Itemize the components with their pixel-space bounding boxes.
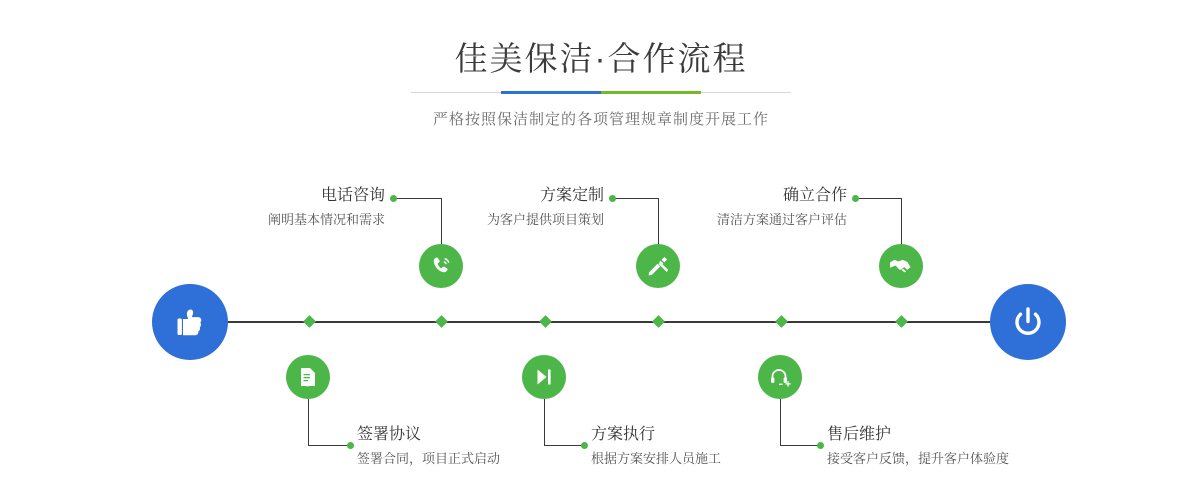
- timeline-axis: [155, 321, 1047, 323]
- divider-blue-segment: [501, 91, 601, 94]
- step-5-leader-dot: [852, 195, 859, 202]
- step-2-connector-vertical: [308, 399, 309, 445]
- page-subtitle: 严格按照保洁制定的各项管理规章制度开展工作: [432, 111, 769, 128]
- step-5-desc: 清洁方案通过客户评估: [716, 212, 847, 227]
- step-3-icon-node[interactable]: [636, 244, 680, 288]
- header: [0, 0, 1202, 129]
- axis-marker-5: [775, 315, 788, 328]
- step-5-icon-node[interactable]: [879, 244, 923, 288]
- headset-support-icon: [768, 365, 792, 389]
- step-3-desc: 为客户提供项目策划: [486, 212, 604, 227]
- step-5-title: 确立合作: [782, 187, 847, 204]
- step-6-connector-horizontal: [780, 445, 820, 446]
- step-2-title: 签署协议: [357, 426, 422, 443]
- handshake-icon: [888, 253, 914, 279]
- flow-end-node: [990, 284, 1066, 360]
- step-1-icon-node[interactable]: [419, 244, 463, 288]
- flow-start-node: [152, 284, 228, 360]
- step-2-connector-horizontal: [308, 445, 350, 446]
- divider-green-segment: [601, 91, 701, 94]
- step-2-icon-node[interactable]: [286, 355, 330, 399]
- step-2-label: [357, 425, 597, 469]
- step-6-desc: 接受客户反馈，提升客户体验度: [827, 451, 1010, 466]
- step-6-icon-node[interactable]: [758, 355, 802, 399]
- step-2-leader-dot: [347, 442, 354, 449]
- step-1-title: 电话咨询: [320, 187, 385, 204]
- step-1-desc: 阐明基本情况和需求: [267, 212, 385, 227]
- axis-marker-4: [652, 315, 665, 328]
- step-4-leader-dot: [581, 442, 588, 449]
- power-icon: [1008, 302, 1048, 342]
- step-3-label: [400, 186, 604, 230]
- step-4-label: [591, 425, 831, 469]
- page-title: 佳美保洁·合作流程: [454, 40, 748, 77]
- step-2-desc: 签署合同，项目正式启动: [357, 451, 501, 466]
- phone-ring-icon: [429, 254, 453, 278]
- step-1-leader-dot: [390, 195, 397, 202]
- step-3-leader-dot: [609, 195, 616, 202]
- axis-marker-6: [895, 315, 908, 328]
- step-6-connector-vertical: [780, 399, 781, 445]
- step-4-title: 方案执行: [591, 426, 656, 443]
- axis-marker-3: [539, 315, 552, 328]
- pen-ruler-icon: [646, 254, 670, 278]
- step-4-icon-node[interactable]: [522, 355, 566, 399]
- step-5-connector-horizontal: [855, 198, 901, 199]
- document-edit-icon: [296, 365, 320, 389]
- step-4-connector-horizontal: [544, 445, 584, 446]
- step-5-connector-vertical: [901, 198, 902, 244]
- step-6-label: [827, 425, 1077, 469]
- thumbs-up-icon: [170, 302, 210, 342]
- step-5-label: [640, 186, 847, 230]
- axis-marker-1: [303, 315, 316, 328]
- step-1-label: [180, 186, 385, 230]
- step-4-connector-vertical: [544, 399, 545, 445]
- step-6-leader-dot: [817, 442, 824, 449]
- axis-marker-2: [435, 315, 448, 328]
- step-6-title: 售后维护: [827, 426, 892, 443]
- step-3-title: 方案定制: [539, 187, 604, 204]
- play-forward-icon: [532, 365, 556, 389]
- title-divider: [411, 91, 791, 94]
- step-4-desc: 根据方案安排人员施工: [591, 451, 722, 466]
